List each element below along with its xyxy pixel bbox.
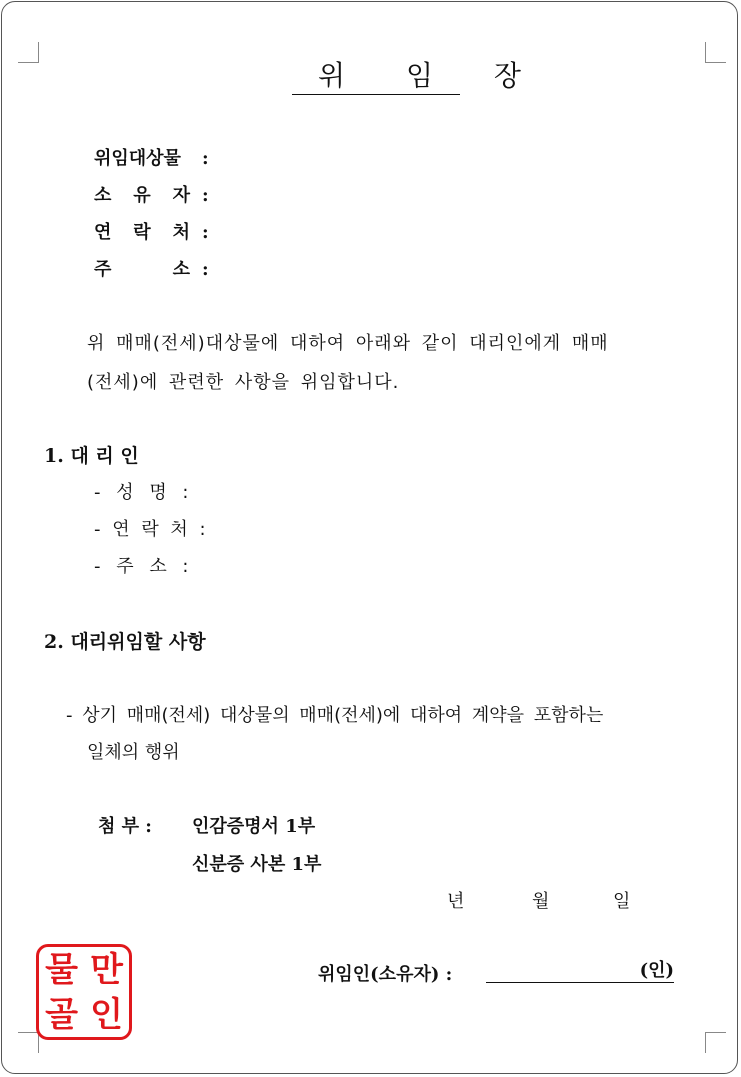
field-object-colon: : bbox=[202, 148, 209, 169]
signature-line[interactable] bbox=[486, 960, 674, 983]
crop-mark-top-right bbox=[705, 42, 726, 63]
field-address-label: 주 소 bbox=[94, 259, 190, 280]
date-month-label: 월 bbox=[532, 891, 550, 912]
agent-name-label: - 성 명 : bbox=[94, 482, 189, 503]
date-day-label: 일 bbox=[613, 891, 631, 912]
date-year-label: 년 bbox=[447, 891, 465, 912]
section1-heading: 1. 대 리 인 bbox=[44, 445, 139, 467]
field-address-colon: : bbox=[202, 259, 209, 280]
delegation-item-line-1: - 상기 매매(전세) 대상물의 매매(전세)에 대하여 계약을 포함하는 bbox=[66, 705, 604, 726]
field-owner bbox=[94, 181, 209, 207]
intro-line-2: (전세)에 관련한 사항을 위임합니다. bbox=[87, 372, 400, 393]
crop-mark-top-left bbox=[18, 42, 39, 63]
document-title: 위 임 장 bbox=[292, 58, 460, 95]
logo-char-2: 만 bbox=[90, 949, 123, 990]
seal-mark: (인) bbox=[486, 960, 674, 983]
field-object-label: 위임대상물 bbox=[94, 148, 181, 169]
section2-heading: 2. 대리위임할 사항 bbox=[44, 631, 206, 653]
field-contact bbox=[94, 218, 209, 244]
logo-char-1: 물 bbox=[45, 949, 78, 990]
field-contact-label: 연 락 처 bbox=[94, 222, 190, 243]
attachment-item-1: 인감증명서 1부 bbox=[192, 816, 316, 837]
crop-mark-bottom-right bbox=[705, 1032, 726, 1053]
field-contact-colon: : bbox=[202, 222, 209, 243]
logo-char-3: 골 bbox=[45, 994, 78, 1035]
signature-label: 위임인(소유자) : bbox=[318, 964, 453, 985]
agent-contact-label: - 연 락 처 : bbox=[94, 519, 206, 540]
delegation-item-line-2: 일체의 행위 bbox=[87, 742, 180, 763]
logo-char-4: 인 bbox=[90, 994, 123, 1035]
crop-mark-bottom-left bbox=[18, 1032, 39, 1053]
field-object bbox=[94, 144, 209, 170]
brand-logo-stamp bbox=[36, 944, 132, 1040]
attachment-item-2: 신분증 사본 1부 bbox=[192, 854, 322, 875]
field-owner-label: 소 유 자 bbox=[94, 185, 190, 206]
intro-line-1: 위 매매(전세)대상물에 대하여 아래와 같이 대리인에게 매매 bbox=[87, 333, 609, 354]
field-owner-colon: : bbox=[202, 185, 209, 206]
attachments-label: 첨 부 : bbox=[98, 816, 152, 837]
field-address bbox=[94, 255, 209, 281]
agent-address-label: - 주 소 : bbox=[94, 556, 189, 577]
